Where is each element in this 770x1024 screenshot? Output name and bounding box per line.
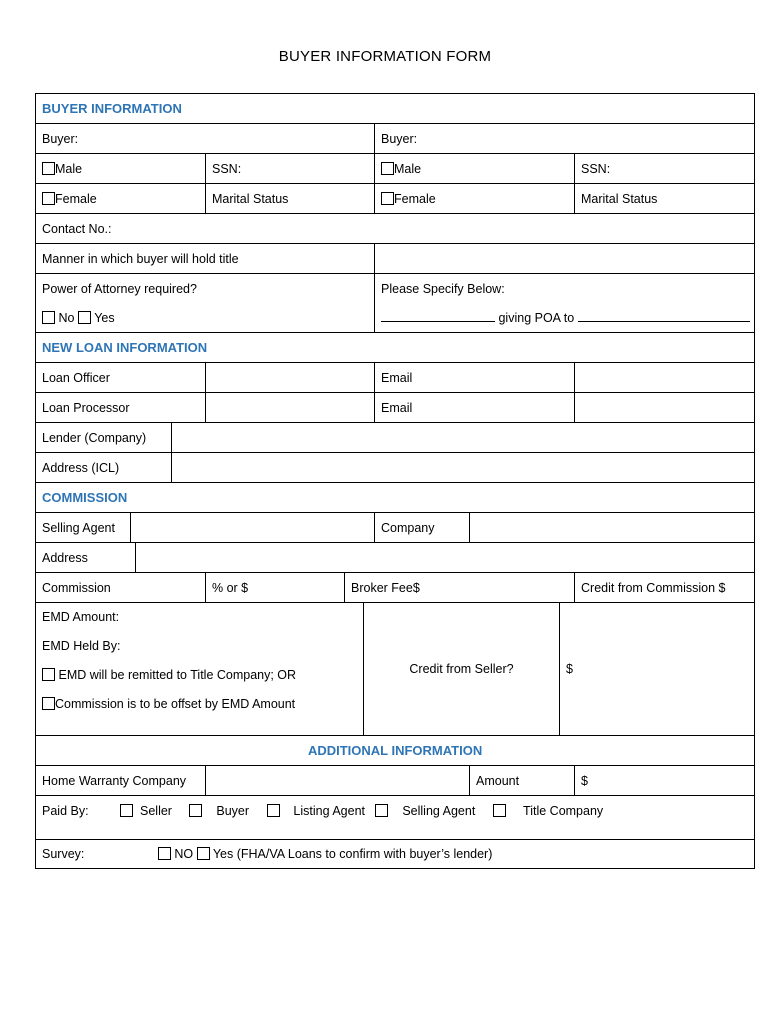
address-icl-label: Address (ICL) bbox=[36, 453, 172, 483]
address-label: Address bbox=[36, 543, 136, 573]
section-heading-commission: COMMISSION bbox=[36, 483, 755, 513]
paid-by-row bbox=[36, 796, 755, 826]
loan-processor-label: Loan Processor bbox=[36, 393, 206, 423]
poa-no-checkbox[interactable] bbox=[42, 311, 55, 324]
credit-from-seller-dollar: $ bbox=[566, 662, 573, 676]
survey-yes-checkbox[interactable] bbox=[197, 847, 210, 860]
amount-dollar: $ bbox=[581, 773, 588, 788]
buyer1-male-label: Male bbox=[55, 161, 83, 176]
contact-no-field[interactable] bbox=[36, 214, 755, 244]
amount-label: Amount bbox=[470, 766, 575, 796]
loan-officer-email-field[interactable] bbox=[575, 363, 755, 393]
buyer1-label: Buyer: bbox=[42, 131, 79, 146]
poa-yes-label: Yes bbox=[94, 310, 115, 325]
manner-title-label: Manner in which buyer will hold title bbox=[36, 244, 375, 274]
buyer2-ssn-label: SSN: bbox=[581, 161, 611, 176]
broker-fee-label: Broker Fee$ bbox=[351, 580, 420, 595]
buyer1-field[interactable] bbox=[36, 124, 375, 154]
survey-yes-label: Yes (FHA/VA Loans to confirm with buyer’s lender) bbox=[212, 847, 493, 861]
commission-offset-checkbox[interactable] bbox=[42, 697, 55, 710]
selling-agent-field[interactable] bbox=[131, 513, 375, 543]
buyer2-female-label: Female bbox=[394, 191, 436, 206]
loan-officer-email-label: Email bbox=[375, 363, 575, 393]
buyer1-ssn-field[interactable] bbox=[206, 154, 375, 184]
paid-by-buyer-label: Buyer bbox=[216, 803, 250, 818]
buyer2-female-checkbox[interactable] bbox=[381, 192, 394, 205]
buyer1-female-checkbox[interactable] bbox=[42, 192, 55, 205]
please-specify-label: Please Specify Below: bbox=[375, 274, 755, 304]
buyer1-male-checkbox[interactable] bbox=[42, 162, 55, 175]
giving-poa-label: giving POA to bbox=[498, 311, 575, 325]
loan-processor-email-field[interactable] bbox=[575, 393, 755, 423]
section-heading-buyer: BUYER INFORMATION bbox=[36, 94, 755, 124]
credit-from-commission-label: Credit from Commission $ bbox=[581, 580, 726, 595]
paid-by-selling-agent-checkbox[interactable] bbox=[375, 804, 388, 817]
buyer2-field[interactable] bbox=[375, 124, 755, 154]
buyer2-label: Buyer: bbox=[381, 131, 418, 146]
buyer2-marital-status-label: Marital Status bbox=[581, 191, 658, 206]
broker-fee-field[interactable] bbox=[345, 573, 575, 603]
credit-from-seller-field[interactable] bbox=[560, 603, 755, 736]
home-warranty-label: Home Warranty Company bbox=[36, 766, 206, 796]
selling-agent-label: Selling Agent bbox=[36, 513, 131, 543]
survey-no-checkbox[interactable] bbox=[158, 847, 171, 860]
paid-by-title-company-label: Title Company bbox=[523, 803, 604, 818]
buyer2-male-label: Male bbox=[394, 161, 422, 176]
paid-by-listing-agent-checkbox[interactable] bbox=[267, 804, 280, 817]
survey-label: Survey: bbox=[42, 847, 85, 861]
poa-grantee-blank[interactable] bbox=[578, 310, 750, 322]
poa-grantor-blank[interactable] bbox=[381, 310, 495, 322]
paid-by-title-company-checkbox[interactable] bbox=[493, 804, 506, 817]
buyer2-female-cell bbox=[375, 184, 575, 214]
emd-cell bbox=[36, 603, 364, 736]
commission-label: Commission bbox=[36, 573, 206, 603]
loan-officer-label: Loan Officer bbox=[36, 363, 206, 393]
company-label: Company bbox=[375, 513, 470, 543]
paid-by-selling-agent-label: Selling Agent bbox=[402, 803, 476, 818]
lender-label: Lender (Company) bbox=[36, 423, 172, 453]
buyer2-ssn-field[interactable] bbox=[575, 154, 755, 184]
section-heading-loan: NEW LOAN INFORMATION bbox=[36, 333, 755, 363]
buyer2-male-checkbox[interactable] bbox=[381, 162, 394, 175]
emd-remitted-option bbox=[42, 661, 357, 690]
loan-processor-email-label: Email bbox=[375, 393, 575, 423]
section-heading-additional: ADDITIONAL INFORMATION bbox=[36, 736, 755, 766]
company-field[interactable] bbox=[470, 513, 755, 543]
emd-remitted-label: EMD will be remitted to Title Company; OR bbox=[58, 668, 297, 682]
paid-by-buyer-checkbox[interactable] bbox=[189, 804, 202, 817]
buyer1-ssn-label: SSN: bbox=[212, 161, 242, 176]
survey-no-label: NO bbox=[174, 847, 194, 861]
home-warranty-field[interactable] bbox=[206, 766, 470, 796]
commission-offset-label: Commission is to be offset by EMD Amount bbox=[55, 697, 296, 711]
paid-by-listing-agent-label: Listing Agent bbox=[293, 803, 365, 818]
emd-held-by-label: EMD Held By: bbox=[42, 639, 121, 653]
poa-no-label: No bbox=[58, 310, 75, 325]
paid-by-seller-label: Seller bbox=[140, 803, 172, 818]
buyer1-female-cell bbox=[36, 184, 206, 214]
contact-no-label: Contact No.: bbox=[42, 221, 112, 236]
pct-or-dollar-label: % or $ bbox=[212, 580, 249, 595]
poa-required-label: Power of Attorney required? bbox=[36, 274, 375, 304]
commission-offset-option bbox=[42, 690, 357, 719]
poa-detail-cell bbox=[375, 303, 755, 333]
paid-by-label: Paid By: bbox=[42, 803, 89, 818]
page-title: BUYER INFORMATION FORM bbox=[278, 48, 492, 65]
loan-officer-field[interactable] bbox=[206, 363, 375, 393]
poa-yes-checkbox[interactable] bbox=[78, 311, 91, 324]
buyer2-male-cell bbox=[375, 154, 575, 184]
paid-by-spacer bbox=[36, 825, 755, 840]
address-icl-field[interactable] bbox=[172, 453, 755, 483]
emd-remitted-checkbox[interactable] bbox=[42, 668, 55, 681]
buyer1-marital-status-label: Marital Status bbox=[212, 191, 289, 206]
pct-or-dollar-field[interactable] bbox=[206, 573, 345, 603]
address-field[interactable] bbox=[136, 543, 755, 573]
credit-from-seller-label: Credit from Seller? bbox=[364, 603, 560, 736]
paid-by-seller-checkbox[interactable] bbox=[120, 804, 133, 817]
loan-processor-field[interactable] bbox=[206, 393, 375, 423]
buyer1-male-cell bbox=[36, 154, 206, 184]
survey-row bbox=[36, 840, 755, 869]
buyer2-marital-status-field[interactable] bbox=[575, 184, 755, 214]
manner-title-field[interactable] bbox=[375, 244, 755, 274]
buyer1-female-label: Female bbox=[55, 191, 97, 206]
emd-amount-label: EMD Amount: bbox=[42, 610, 120, 624]
buyer-information-form bbox=[35, 93, 755, 869]
amount-field[interactable] bbox=[575, 766, 755, 796]
poa-options-cell bbox=[36, 303, 375, 333]
credit-from-commission-field[interactable] bbox=[575, 573, 755, 603]
lender-field[interactable] bbox=[172, 423, 755, 453]
buyer1-marital-status-field[interactable] bbox=[206, 184, 375, 214]
